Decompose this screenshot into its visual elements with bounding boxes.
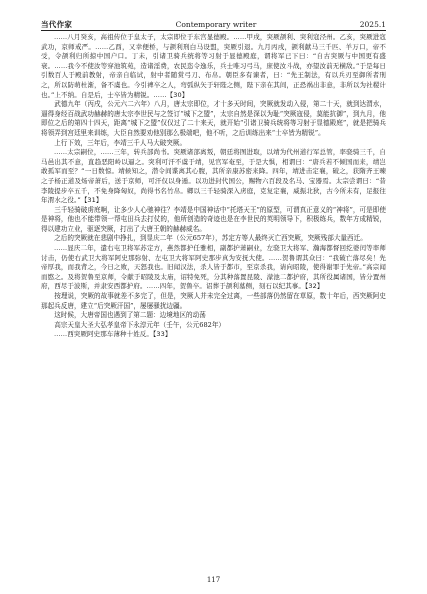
running-header [41, 14, 386, 28]
header-rule [41, 30, 386, 31]
journal-name-english: Contemporary writer [175, 19, 257, 29]
paragraph-body: 高宗天皇大圣大弘孝皇帝下永淳元年（壬午，公元682年） [54, 320, 226, 329]
paragraph-quote-31: ……太宗嗣位，……三年，转兵部尚书。突厥诸部离叛，朝廷将图进取，以靖为代州道行军总管，率骁骑三千，自马邑出其不意，直趋恶阳岭以逼之。突利可汗不虞于靖，见官军奄至，于是大惧，相谓曰：“唐兵若不倾国而来，靖岂敢孤军而至？”一日数惊。靖候知之，潜令间谍离其心腹，其所亲康苏密来降。四年，靖进击定襄，破之，获隋齐王暕之子杨正道及炀帝萧后，送于京师，可汗仅以身遁。以功进封代国公，赐物六百段及名马、宝器焉。太宗尝谓曰：“昔李陵提步卒五千，不免身降匈奴，尚得书名竹帛。卿以三千轻骑深入虏庭，克复定襄，威振北狄，古今所未有，足报往年渭水之役。”【31】 [41, 148, 386, 205]
page-number: 117 [206, 576, 221, 584]
paragraph-body: 上行下效，三年后，李靖三千人马大破突厥。 [54, 138, 187, 147]
journal-name: 当代作家 [41, 19, 73, 29]
paragraph-body: 三千轻骑破虏庭啊，让多少人心驰神往？李靖是中国神话中“托塔天王”的原型，可谓真正意义的“神将”，可是即使是神将，他也不能带领一帮屯田兵去打仗的，他所创造的奇迹也是在李世民的英明领导下，积极练兵，数年方成精锐，得以建功立业，驱逐突厥，打出了大唐王朝的赫赫威名。 [41, 205, 386, 233]
paragraph-quote-30: ……八月癸亥，高祖传位于皇太子，太宗即位于东宫显德殿。……甲戌，突厥颉利、突利寇泾州。乙亥，突厥进寇武功，京师戒严。……乙酉，又幸便桥，与颉利刑白马设盟，突厥引退。九月丙戌，颉利献马三千匹、羊万口，帝不受，令颉利归所掠中国户口。丁未，引诸卫骑兵统将等习射于显德殿庭，谓将军已下曰：“自古突厥与中国更有盛衰。……我今不使汝等穿池筑苑，造诸淫费，农民恣令逸乐，兵士唯习弓马，庶使汝斗战，亦望汝前无横敌。”于是每日引数百人于殿前教射，帝亲自临试，射中者随赏弓刀、布帛。朝臣多有谏者，曰：“先王制法，有以兵刃至御所者刑之，所以防萌杜渐，备不虞也。今引裨卒之人，弯弧纵矢于轩陛之侧，陛下亲在其间，正恐祸出非意，非所以为社稷计也。”上不纳。自是后，士卒皆为精锐。……【30】 [41, 33, 386, 99]
paragraph-body: 按理说，突厥的故事就差不多完了，但是，突厥人并未完全过离，一些部落仍然留在草原，数十年后，西突厥阿史那起兵反唐，建立“后突厥汗国”，屡屡骚扰边疆。 [41, 292, 386, 310]
paragraph-body: 武德九年（丙戌，公元六二六年）八月，唐太宗即位，才十多天时间，突厥就发动入侵，第二十天，就到达渭水，逼得身经百战武功赫赫的唐太宗李世民与之签订“城下之盟”，太宗自然是深以为耻“突厥寇侵，莫能抗御”，到九月，他即位之后的第四十四天，距离“城下之盟”仅仅过了二十来天，就开始“引诸卫骑兵统将等习射于显德殿庭”，就是把骑兵将领弄到宫廷里来训练，大臣自然要劝他别那么极端吧，他不听，之后训练出来“士卒皆为精锐”。 [41, 100, 386, 137]
article-body [41, 33, 386, 340]
paragraph-quote-33: ……西突厥阿史那车薄种十姓反。【33】 [54, 330, 172, 339]
issue-number: 2025.1 [359, 19, 386, 29]
paragraph-quote-32: ……显庆二年，遣右屯卫将军苏定方，燕然都护任雅相，副都护萧嗣业，左骁卫大将军、瀚海都督回纥婆闰等率师讨击，仍使右武卫大将军阿史那弥射、左屯卫大将军阿史那步真为安抚大使。……贺鲁谓其众曰：“我破亡落尽矣！先帝厚我，而我背之，今日之败，天怒我也。旧闻汉法，杀人皆于都市，至京杀我，请向昭陵，使得谢罪于先帝。”高宗闻而愍之。及将贺鲁至京师，令献于昭陵及太庙，诏特免死，分其种落置昆陵、濛池二都护府，其所役属诸国，皆分置州府，西尽于波斯，并隶安西都护府。……四年，贺鲁卒。诏葬于颉利墓侧，刻石以纪其事。【32】 [41, 244, 386, 291]
paragraph-body: 这时候，大唐帝国也遇到了第二题：边境地区的动荡 [54, 311, 206, 320]
paragraph-body: 之后的突厥就在悲剧中挣扎，到显庆二年（公元657年），苏定方等人最终灭亡西突厥，突厥残部大量西迁。 [54, 234, 367, 243]
